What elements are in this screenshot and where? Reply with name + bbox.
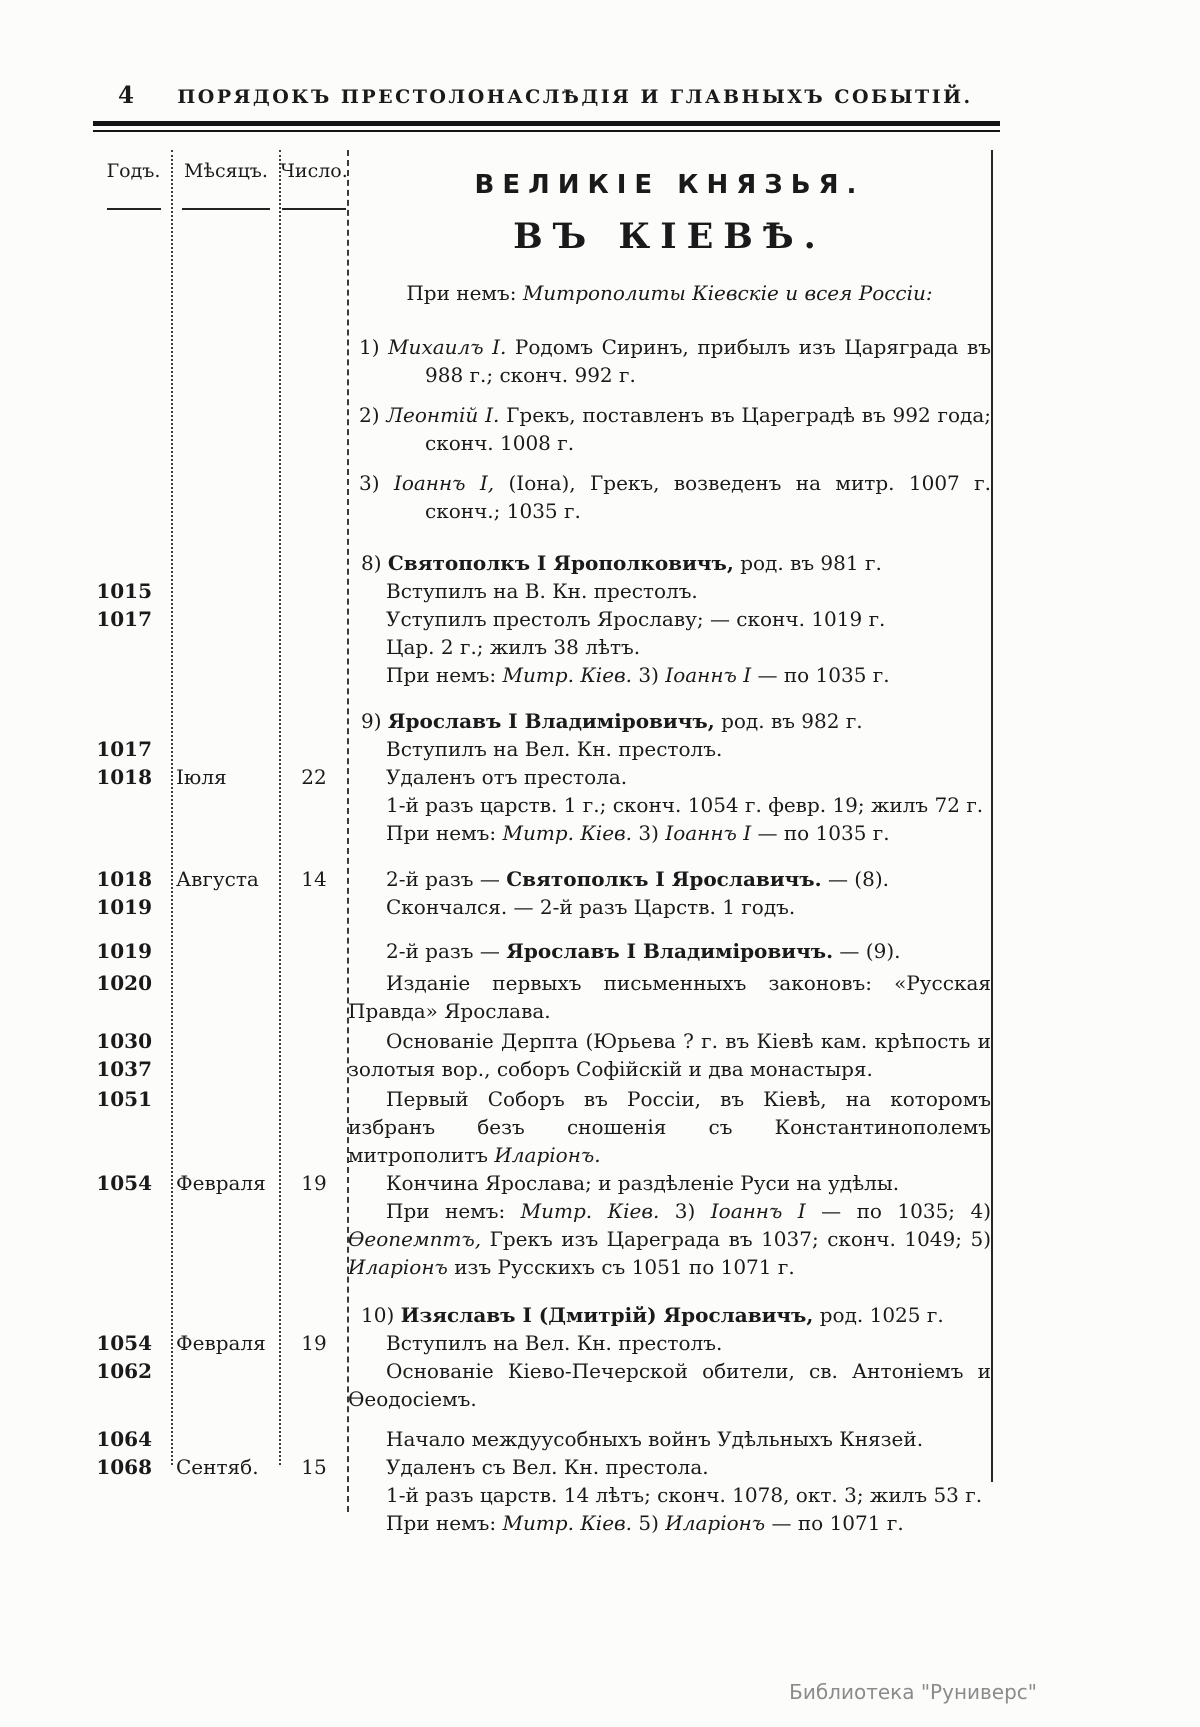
month-cell: [172, 333, 280, 389]
month-cell: [172, 1197, 280, 1281]
text-segment: — по 1035 г.: [751, 663, 890, 687]
event-text: [348, 1197, 991, 1281]
year-cell: [95, 969, 172, 1025]
table-row: [95, 1027, 991, 1083]
event-text: [348, 969, 991, 1025]
year-cell: [95, 1085, 172, 1169]
year-cell: [95, 707, 172, 735]
day-cell: 14: [301, 867, 327, 891]
year-value: 1062: [96, 1359, 152, 1383]
month-cell: [172, 549, 280, 577]
table-row: [95, 1425, 991, 1453]
text-segment: род. въ 981 г.: [733, 551, 882, 575]
year-value: 1054: [96, 1331, 152, 1355]
event-text: [348, 791, 991, 819]
text-segment: Иларіонъ: [348, 1255, 448, 1279]
event-text: [348, 549, 991, 577]
text-segment: — по 1071 г.: [765, 1511, 904, 1535]
year-value: 1019: [96, 939, 152, 963]
month-cell: [172, 1357, 280, 1413]
year-cell: [95, 763, 172, 791]
page-content: [95, 162, 991, 1537]
year-cell: [95, 401, 172, 457]
text-segment: 2-й разъ —: [386, 867, 507, 891]
year-cell: [95, 1453, 172, 1481]
day-cell: [280, 549, 348, 577]
text-segment: Иларіонъ: [665, 1511, 766, 1535]
year-cell: [95, 333, 172, 389]
year-cell: [95, 893, 172, 921]
month-cell: [172, 893, 280, 921]
year-cell: [95, 1481, 172, 1509]
year-cell: [95, 1027, 172, 1083]
event-text: [348, 577, 991, 605]
year-cell: [95, 1169, 172, 1197]
day-cell: [280, 1197, 348, 1281]
table-row: [95, 707, 991, 735]
text-segment: (Іона), Грекъ, возведенъ на митр. 1007 г. сконч.; 1035 г.: [425, 471, 991, 523]
event-text: [348, 469, 991, 525]
text-segment: Первый Соборъ въ Россіи, въ Кіевѣ, на которомъ избранъ безъ сношенія съ Константинополемъ митрополитъ: [348, 1087, 991, 1167]
table-row: [95, 1197, 991, 1281]
table-row: [95, 1357, 991, 1413]
column-header-month-label: Мѣсяцъ.: [184, 160, 268, 182]
text-segment: Митр. Кіев.: [520, 1199, 660, 1223]
year-cell: [95, 791, 172, 819]
title-in-kiev: ВЪ КІЕВѢ.: [513, 216, 826, 257]
text-segment: Вступилъ на Вел. Кн. престолъ.: [386, 1331, 723, 1355]
table-row: [95, 893, 991, 921]
text-segment: При немъ:: [386, 821, 503, 845]
text-segment: При немъ:: [386, 1511, 503, 1535]
text-segment: Леонтій I.: [386, 403, 500, 427]
text-segment: род. 1025 г.: [813, 1303, 944, 1327]
text-segment: Іоаннъ I: [710, 1199, 806, 1223]
table-row: [95, 1301, 991, 1329]
table-row: [95, 735, 991, 763]
day-cell: [280, 1027, 348, 1083]
month-cell: [172, 401, 280, 457]
text-segment: Михаилъ I.: [388, 335, 507, 359]
event-text: [348, 937, 991, 965]
event-text: [348, 1357, 991, 1413]
library-watermark: Библиотека "Руниверс": [789, 1680, 1037, 1704]
year-cell: [95, 1425, 172, 1453]
table-row: [95, 1453, 991, 1481]
event-text: [348, 819, 991, 847]
day-cell: 19: [301, 1331, 327, 1355]
event-text: [348, 1481, 991, 1509]
text-segment: Митр. Кіев.: [502, 1511, 633, 1535]
event-text: [348, 1027, 991, 1083]
day-cell: 15: [301, 1455, 327, 1479]
year-cell: [95, 819, 172, 847]
day-cell: [280, 1509, 348, 1537]
day-cell: [280, 577, 348, 605]
month-cell: Сентяб.: [176, 1455, 259, 1479]
year-value: 1017: [96, 607, 152, 631]
event-text: [348, 1425, 991, 1453]
table-row: [95, 937, 991, 965]
column-header-year-label: Годъ.: [106, 160, 161, 182]
section-titles: [348, 170, 991, 257]
text-segment: Удаленъ съ Вел. Кн. престола.: [386, 1455, 709, 1479]
text-segment: 1-й разъ царств. 1 г.; сконч. 1054 г. февр. 19; жилъ 72 г.: [386, 793, 984, 817]
page-number: 4: [118, 82, 135, 109]
text-segment: Скончался. — 2-й разъ Царств. 1 годъ.: [386, 895, 796, 919]
text-segment: 1-й разъ царств. 14 лѣтъ; сконч. 1078, окт. 3; жилъ 53 г.: [386, 1483, 983, 1507]
year-value: 1018: [96, 867, 152, 891]
text-segment: Ѳеопемптъ,: [348, 1227, 482, 1251]
text-segment: — (8).: [821, 867, 889, 891]
text-segment: — (9).: [833, 939, 901, 963]
table-rule-right-border: [991, 150, 993, 1482]
day-cell: [280, 937, 348, 965]
text-segment: Родомъ Сиринъ, прибылъ изъ Царяграда въ 988 г.; сконч. 992 г.: [425, 335, 991, 387]
event-text: [348, 333, 991, 389]
running-head: ПОРЯДОКЪ ПРЕСТОЛОНАСЛѢДІЯ И ГЛАВНЫХЪ СОБЫТІЙ.: [177, 86, 973, 108]
intro-prefix: При немъ:: [406, 281, 523, 305]
header-double-rule: [93, 121, 1000, 132]
year-cell: [95, 735, 172, 763]
year-cell: [95, 1329, 172, 1357]
day-cell: [280, 893, 348, 921]
text-segment: Грекъ изъ Цареграда въ 1037; сконч. 1049; 5): [481, 1227, 991, 1251]
intro-italic: Митрополиты Кіевскіе и всея Россіи:: [522, 281, 933, 305]
table-row: [95, 605, 991, 633]
day-cell: [280, 791, 348, 819]
text-segment: При немъ:: [386, 663, 503, 687]
table-row: [95, 661, 991, 689]
event-text: [348, 707, 991, 735]
table-row: [95, 1169, 991, 1197]
event-text: [348, 1301, 991, 1329]
text-segment: Изяславъ I (Дмитрій) Ярославичъ,: [400, 1303, 814, 1327]
text-segment: 2): [359, 403, 387, 427]
text-segment: Іоаннъ I,: [393, 471, 495, 495]
month-cell: [172, 633, 280, 661]
month-cell: [172, 1301, 280, 1329]
text-segment: Уступилъ престолъ Ярославу; — сконч. 1019 г.: [386, 607, 886, 631]
day-cell: 19: [301, 1171, 327, 1195]
day-cell: [280, 1085, 348, 1169]
text-segment: Святополкъ I Ярополковичъ,: [387, 551, 734, 575]
year-value: 1017: [96, 737, 152, 761]
event-text: [348, 735, 991, 763]
text-segment: — по 1035; 4): [805, 1199, 992, 1223]
year-cell: [95, 1197, 172, 1281]
day-cell: [280, 1301, 348, 1329]
text-segment: 3): [632, 663, 666, 687]
text-segment: 9): [361, 709, 388, 733]
day-cell: [280, 969, 348, 1025]
year-value: 1051: [96, 1087, 152, 1111]
day-cell: [280, 1425, 348, 1453]
year-value: 1015: [96, 579, 152, 603]
event-text: [348, 401, 991, 457]
month-cell: [172, 577, 280, 605]
year-cell: [95, 605, 172, 633]
day-cell: [280, 1481, 348, 1509]
year-cell: [95, 1301, 172, 1329]
text-segment: Святополкъ I Ярославичъ.: [506, 867, 822, 891]
column-header-day-label: Число.: [280, 160, 348, 182]
year-cell: [95, 469, 172, 525]
text-segment: Изданіе первыхъ письменныхъ законовъ: «Русская Правда» Ярослава.: [348, 971, 991, 1023]
text-segment: 2-й разъ —: [386, 939, 507, 963]
text-segment: 1): [359, 335, 389, 359]
month-cell: [172, 1425, 280, 1453]
day-cell: [280, 401, 348, 457]
year-cell: [95, 661, 172, 689]
day-cell: [280, 661, 348, 689]
day-cell: [280, 605, 348, 633]
table-row: [95, 791, 991, 819]
year-cell: [95, 865, 172, 893]
table-row: [95, 1509, 991, 1537]
text-segment: Начало междуусобныхъ войнъ Удѣльныхъ Князей.: [386, 1427, 924, 1451]
year-value: 1018: [96, 765, 152, 789]
text-segment: Основаніе Дерпта (Юрьева ? г. въ Кіевѣ кам. крѣпость и золотыя вор., соборъ Софійскій и два монастыря.: [348, 1029, 991, 1081]
event-text: [348, 1085, 991, 1169]
title-grand-princes: ВЕЛИКІЕ КНЯЗЬЯ.: [474, 170, 865, 200]
table-row: [95, 633, 991, 661]
text-segment: изъ Русскихъ съ 1051 по 1071 г.: [447, 1255, 795, 1279]
day-cell: [280, 819, 348, 847]
month-cell: [172, 819, 280, 847]
day-cell: 22: [301, 765, 327, 789]
text-segment: Иларіонъ.: [494, 1143, 601, 1167]
year-value: 1068: [96, 1455, 152, 1479]
text-segment: Основаніе Кіево-Печерской обители, св. Антоніемъ и Ѳеодосіемъ.: [348, 1359, 991, 1411]
event-text: [348, 893, 991, 921]
text-segment: Митр. Кіев.: [502, 821, 633, 845]
month-cell: Іюля: [176, 765, 227, 789]
event-text: [348, 1169, 991, 1197]
event-text: [348, 1509, 991, 1537]
text-segment: Ярославъ I Владиміровичъ.: [506, 939, 834, 963]
text-segment: род. въ 982 г.: [714, 709, 863, 733]
table-row: [95, 1481, 991, 1509]
text-segment: 8): [361, 551, 388, 575]
text-segment: 3): [359, 471, 394, 495]
year-cell: [95, 1357, 172, 1413]
text-segment: Вступилъ на В. Кн. престолъ.: [386, 579, 698, 603]
month-cell: [172, 707, 280, 735]
text-segment: Ярославъ I Владиміровичъ,: [387, 709, 715, 733]
year-value: 1064: [96, 1427, 152, 1451]
text-segment: Цар. 2 г.; жилъ 38 лѣтъ.: [386, 635, 641, 659]
event-text: [348, 661, 991, 689]
year-value: 1037: [96, 1057, 152, 1081]
day-cell: [280, 333, 348, 389]
event-text: [348, 1329, 991, 1357]
year-cell: [95, 577, 172, 605]
year-cell: [95, 633, 172, 661]
text-segment: Вступилъ на Вел. Кн. престолъ.: [386, 737, 723, 761]
day-cell: [280, 633, 348, 661]
day-cell: [280, 469, 348, 525]
text-segment: 3): [659, 1199, 711, 1223]
month-cell: [172, 937, 280, 965]
text-segment: Іоаннъ I: [665, 821, 752, 845]
day-cell: [280, 735, 348, 763]
text-segment: Митр. Кіев.: [502, 663, 633, 687]
month-cell: Февраля: [176, 1171, 266, 1195]
month-cell: [172, 791, 280, 819]
year-value: 1019: [96, 895, 152, 919]
year-value: 1020: [96, 971, 152, 995]
year-value: 1030: [96, 1029, 152, 1053]
month-cell: [172, 605, 280, 633]
metropolitans-intro: [348, 281, 991, 305]
month-cell: [172, 1085, 280, 1169]
chronology-rows: [95, 333, 991, 1537]
month-cell: [172, 469, 280, 525]
event-text: [348, 763, 991, 791]
year-cell: [95, 1509, 172, 1537]
table-row: [95, 577, 991, 605]
table-row: [95, 819, 991, 847]
table-row: [95, 969, 991, 1025]
day-cell: [280, 1357, 348, 1413]
table-row: [95, 763, 991, 791]
year-cell: [95, 937, 172, 965]
table-row: [95, 1329, 991, 1357]
year-cell: [95, 549, 172, 577]
month-cell: [172, 735, 280, 763]
table-row: [95, 333, 991, 389]
month-cell: [172, 1481, 280, 1509]
event-text: [348, 1453, 991, 1481]
text-segment: 10): [361, 1303, 401, 1327]
month-cell: [172, 969, 280, 1025]
table-row: [95, 549, 991, 577]
event-text: [348, 633, 991, 661]
month-cell: Февраля: [176, 1331, 266, 1355]
day-cell: [280, 707, 348, 735]
table-row: [95, 401, 991, 457]
text-segment: При немъ:: [386, 1199, 521, 1223]
table-row: [95, 1085, 991, 1169]
text-segment: — по 1035 г.: [751, 821, 890, 845]
month-cell: [172, 1509, 280, 1537]
text-segment: 3): [632, 821, 666, 845]
month-cell: Августа: [176, 867, 259, 891]
text-segment: Іоаннъ I: [665, 663, 752, 687]
month-cell: [172, 1027, 280, 1083]
text-segment: 5): [632, 1511, 666, 1535]
text-segment: Удаленъ отъ престола.: [386, 765, 628, 789]
event-text: [348, 605, 991, 633]
text-segment: Грекъ, поставленъ въ Цареградѣ въ 992 года; сконч. 1008 г.: [425, 403, 991, 455]
month-cell: [172, 661, 280, 689]
table-row: [95, 469, 991, 525]
event-text: [348, 865, 991, 893]
year-value: 1054: [96, 1171, 152, 1195]
text-segment: Кончина Ярослава; и раздѣленіе Руси на удѣлы.: [386, 1171, 900, 1195]
table-row: [95, 865, 991, 893]
